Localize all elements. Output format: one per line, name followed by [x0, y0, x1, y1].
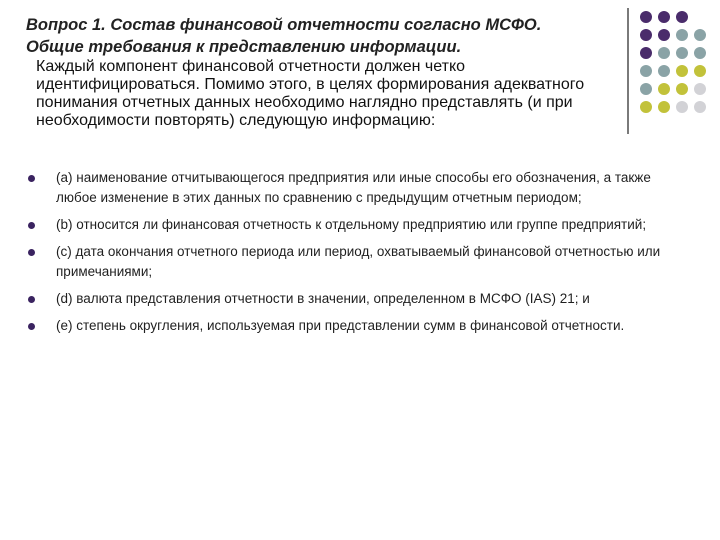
decorative-divider — [627, 8, 629, 134]
bullet-icon — [28, 175, 35, 182]
bullet-icon — [28, 323, 35, 330]
list-item — [26, 289, 686, 309]
list-item — [26, 242, 686, 282]
bullet-icon — [28, 222, 35, 229]
intro-paragraph: Каждый компонент финансовой отчетности должен четко идентифицироваться. Помимо этого, в целях формирования адекватного понимания отчетных данных необходимо наглядно представлять (и при необходимости повторять) следующую информацию: — [36, 58, 585, 129]
list-item-text: (c) дата окончания отчетного периода или период, охватываемый финансовой отчетностью или примечаниями; — [56, 244, 661, 279]
dot — [676, 101, 688, 113]
dot — [676, 11, 688, 23]
decorative-dot-grid — [640, 11, 720, 131]
dot — [658, 65, 670, 77]
dot — [640, 29, 652, 41]
requirements-list — [26, 168, 686, 343]
dot — [658, 101, 670, 113]
dot — [640, 83, 652, 95]
dot — [658, 29, 670, 41]
dot — [676, 83, 688, 95]
dot — [676, 47, 688, 59]
dot — [640, 101, 652, 113]
dot — [694, 65, 706, 77]
dot — [640, 65, 652, 77]
list-item-text: (b) относится ли финансовая отчетность к отдельному предприятию или группе предприятий; — [56, 217, 647, 232]
list-item-text: (a) наименование отчитывающегося предприятия или иные способы его обозначения, а также любое изменение в этих данных по сравнению с предыдущим отчетным периодом; — [56, 170, 651, 205]
dot — [658, 11, 670, 23]
slide-title — [26, 14, 606, 58]
dot — [694, 83, 706, 95]
list-item — [26, 168, 686, 208]
list-item — [26, 215, 686, 235]
dot — [694, 47, 706, 59]
dot — [676, 65, 688, 77]
bullet-icon — [28, 249, 35, 256]
dot — [640, 47, 652, 59]
dot — [694, 101, 706, 113]
title-line-1: Вопрос 1. Состав финансовой отчетности согласно МСФО. — [26, 16, 542, 34]
title-line-2: Общие требования к представлению информации. — [26, 38, 462, 56]
bullet-icon — [28, 296, 35, 303]
list-item-text: (e) степень округления, используемая при представлении сумм в финансовой отчетности. — [56, 318, 625, 333]
dot — [676, 29, 688, 41]
dot — [658, 47, 670, 59]
dot — [658, 83, 670, 95]
list-item — [26, 316, 686, 336]
dot — [694, 29, 706, 41]
list-item-text: (d) валюта представления отчетности в значении, определенном в МСФО (IAS) 21; и — [56, 291, 590, 306]
dot — [640, 11, 652, 23]
